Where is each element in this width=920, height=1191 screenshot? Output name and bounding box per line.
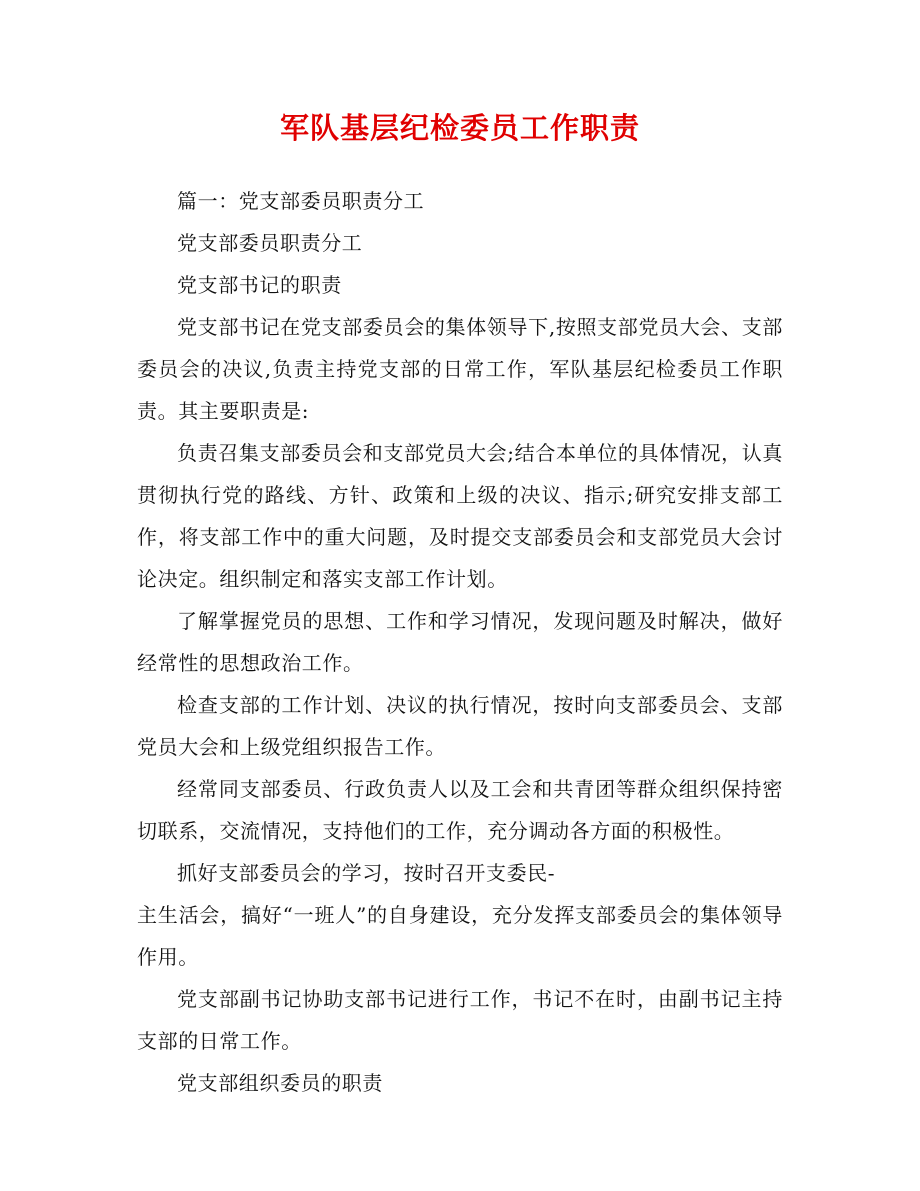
- paragraph: 经常同支部委员、行政负责人以及工会和共青团等群众组织保持密切联系，交流情况，支持他们的工作，充分调动各方面的积极性。: [137, 777, 783, 843]
- subheading: 党支部委员职责分工: [177, 231, 363, 255]
- paragraph: 党支部书记在党支部委员会的集体领导下,按照支部党员大会、支部委员会的决议,负责主持党支部的日常工作，军队基层纪检委员工作职责。其主要职责是:: [137, 315, 783, 423]
- document-title: 军队基层纪检委员工作职责: [279, 111, 640, 145]
- paragraph: 检查支部的工作计划、决议的执行情况，按时向支部委员会、支部党员大会和上级党组织报告工作。: [137, 693, 783, 759]
- document-body: [137, 180, 783, 1104]
- section-heading: 篇一：党支部委员职责分工: [177, 189, 425, 213]
- subheading: 党支部组织委员的职责: [177, 1071, 383, 1095]
- paragraph: 抓好支部委员会的学习，按时召开支委民-: [177, 861, 556, 885]
- subheading: 党支部书记的职责: [177, 273, 342, 297]
- paragraph: 负责召集支部委员会和支部党员大会;结合本单位的具体情况，认真贯彻执行党的路线、方针、政策和上级的决议、指示;研究安排支部工作，将支部工作中的重大问题，及时提交支部委员会和支部党员大会讨论决定。组织制定和落实支部工作计划。: [137, 441, 783, 591]
- paragraph: 党支部副书记协助支部书记进行工作，书记不在时，由副书记主持支部的日常工作。: [137, 987, 783, 1053]
- paragraph: 了解掌握党员的思想、工作和学习情况，发现问题及时解决，做好经常性的思想政治工作。: [137, 609, 783, 675]
- paragraph-continuation: 主生活会，搞好“一班人”的自身建设，充分发挥支部委员会的集体领导作用。: [137, 903, 783, 969]
